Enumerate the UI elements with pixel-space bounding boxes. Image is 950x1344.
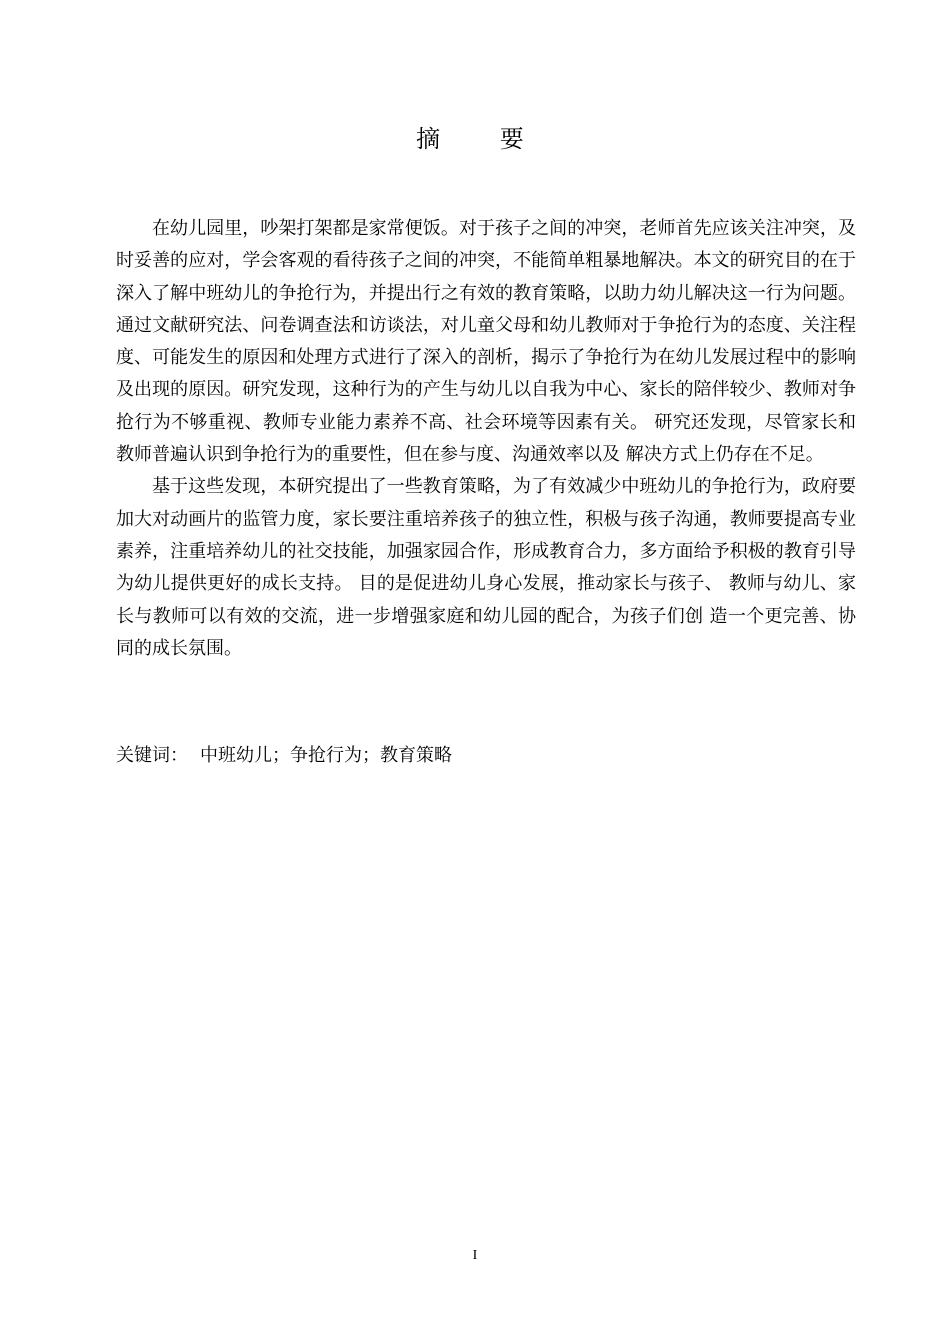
keywords-line <box>116 740 452 772</box>
abstract-paragraph-2: 基于这些发现，本研究提出了一些教育策略，为了有效减少中班幼儿的争抢行为，政府要加大对动画片的监管力度，家长要注重培养孩子的独立性，积极与孩子沟通，教师要提高专业素养，注重培养幼儿的社交技能，加强家园合作，形成教育合力，多方面给予积极的教育引导为幼儿提供更好的成长支持。 目的是促进幼儿身心发展，推动家长与孩子、 教师与幼儿、家长与教师可以有效的交流，进一步增强家庭和幼儿园的配合，为孩子们创 造一个更完善、协同的成长氛围。 <box>116 476 856 659</box>
page-number: I <box>472 1248 478 1263</box>
keywords-label: 关键词： <box>116 745 188 766</box>
keywords-value: 中班幼儿；争抢行为；教育策略 <box>200 745 452 766</box>
abstract-title: 摘 要 <box>416 125 550 153</box>
abstract-body <box>116 213 856 665</box>
abstract-paragraph-1: 在幼儿园里，吵架打架都是家常便饭。对于孩子之间的冲突，老师首先应该关注冲突，及时妥善的应对，学会客观的看待孩子之间的冲突，不能简单粗暴地解决。本文的研究目的在于深入了解中班幼儿的争抢行为，并提出行之有效的教育策略，以助力幼儿解决这一行为问题。通过文献研究法、问卷调查法和访谈法，对儿童父母和幼儿教师对于争抢行为的态度、关注程度、可能发生的原因和处理方式进行了深入的剖析，揭示了争抢行为在幼儿发展过程中的影响及出现的原因。研究发现，这种行为的产生与幼儿以自我为中心、家长的陪伴较少、教师对争抢行为不够重视、教师专业能力素养不高、社会环境等因素有关。 研究还发现，尽管家长和教师普遍认识到争抢行为的重要性，但在参与度、沟通效率以及 解决方式上仍存在不足。 <box>116 218 856 466</box>
